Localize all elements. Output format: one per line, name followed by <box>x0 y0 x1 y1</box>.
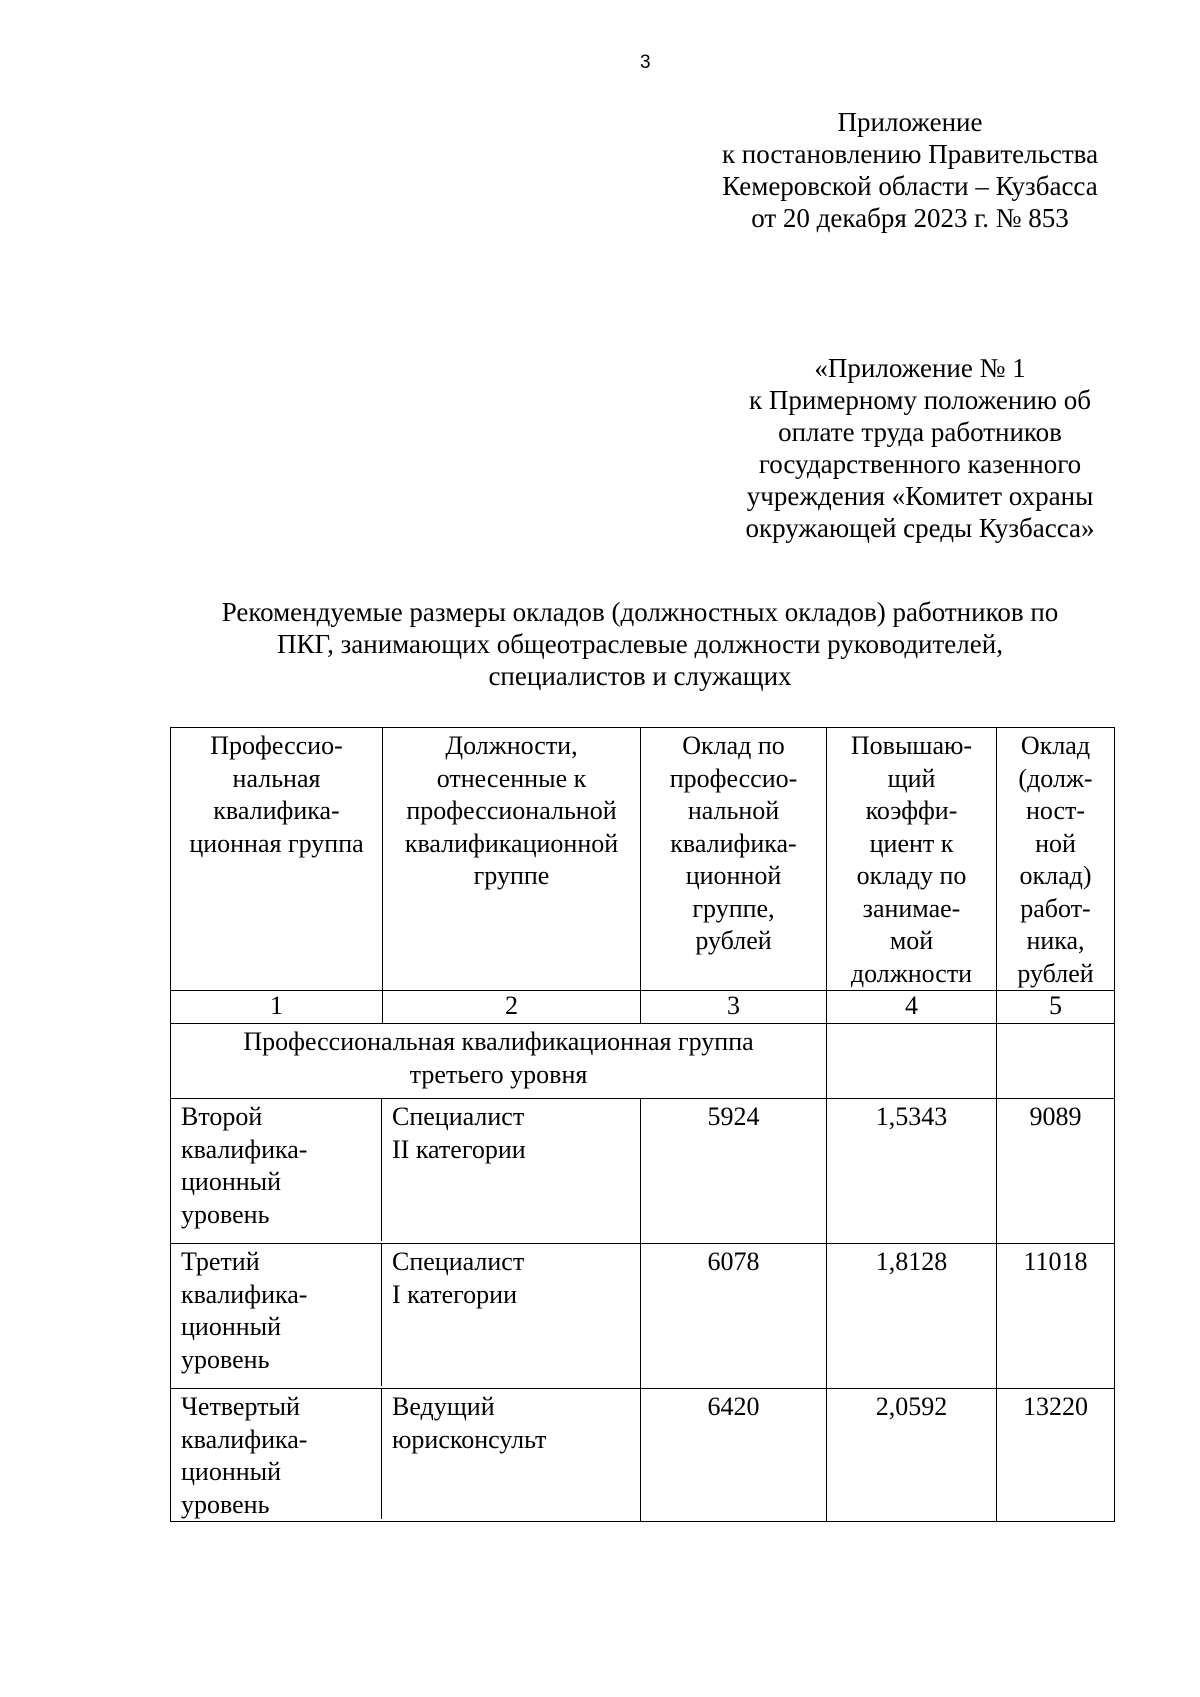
level-text: ционный <box>181 1457 282 1486</box>
annex-line: оплате труда работников <box>778 417 1062 447</box>
header-text: должности <box>850 958 973 988</box>
header-text: (долж- <box>1018 763 1093 793</box>
header-text: рублей <box>1017 958 1094 988</box>
header-text: группе <box>473 861 550 890</box>
base-salary-cell: 6420 <box>641 1389 827 1522</box>
column-number: 1 <box>171 991 383 1024</box>
header-cell <box>997 728 1115 991</box>
title-line: специалистов и служащих <box>488 661 792 691</box>
level-text: уровень <box>181 1199 270 1229</box>
level-text: ционный <box>181 1167 282 1196</box>
salary-cell: 11018 <box>997 1244 1115 1389</box>
header-text: нальной <box>687 796 780 825</box>
approval-line: Кемеровской области – Кузбасса <box>722 171 1098 201</box>
header-text: циент к <box>869 828 954 858</box>
header-cell <box>171 728 383 991</box>
approval-block <box>700 106 1120 234</box>
page-number: 3 <box>640 52 651 73</box>
approval-line: от 20 декабря 2023 г. № 853 <box>751 203 1069 233</box>
header-text: коэффи- <box>865 796 958 825</box>
coefficient-cell: 1,8128 <box>827 1244 997 1389</box>
annex-block <box>720 352 1120 544</box>
position-text: Специалист <box>392 1102 525 1131</box>
header-text: ника, <box>1026 926 1085 955</box>
level-cell <box>171 1244 381 1386</box>
title-line: Рекомендуемые размеры окладов (должностных окладов) работников по <box>221 597 1059 627</box>
group-title-line: Профессиональная квалификационная группа <box>243 1027 754 1056</box>
base-salary-cell: 6078 <box>641 1244 827 1389</box>
position-cell <box>381 1389 640 1519</box>
level-text: квалифика- <box>181 1134 308 1164</box>
level-text: Третий <box>181 1247 260 1276</box>
annex-line: государственного казенного <box>758 449 1082 479</box>
header-text: Оклад по <box>682 731 785 760</box>
empty-cell <box>827 1024 997 1099</box>
level-text: Четвертый <box>181 1392 300 1421</box>
level-position-cell <box>171 1244 641 1389</box>
column-number: 5 <box>997 991 1115 1024</box>
level-cell <box>171 1389 381 1519</box>
salary-table <box>170 727 1115 1522</box>
header-cell <box>641 728 827 991</box>
header-text: ной <box>1035 828 1076 858</box>
header-cell <box>383 728 641 991</box>
position-text: юрисконсульт <box>392 1424 547 1454</box>
position-cell <box>381 1244 640 1386</box>
level-text: ционный <box>181 1312 282 1341</box>
approval-line: к постановлению Правительства <box>721 139 1099 169</box>
position-cell <box>381 1099 640 1241</box>
level-cell <box>171 1099 381 1241</box>
header-text: оклад) <box>1019 861 1092 890</box>
level-position-cell <box>171 1389 641 1522</box>
position-text: I категории <box>392 1279 518 1309</box>
header-text: Должности, <box>445 731 578 760</box>
column-number: 2 <box>383 991 641 1024</box>
column-number-row <box>171 991 1115 1024</box>
header-text: профессио- <box>669 763 798 793</box>
coefficient-cell: 2,0592 <box>827 1389 997 1522</box>
base-salary-cell: 5924 <box>641 1099 827 1244</box>
title-line: ПКГ, занимающих общеотраслевые должности руководителей, <box>277 629 1003 659</box>
table-row <box>171 1389 1115 1522</box>
level-text: уровень <box>181 1344 270 1374</box>
level-text: уровень <box>181 1489 270 1519</box>
header-text: окладу по <box>856 861 967 890</box>
header-text: работ- <box>1020 893 1091 923</box>
header-text: группе, <box>692 893 775 923</box>
level-text: Второй <box>181 1102 263 1131</box>
column-number: 3 <box>641 991 827 1024</box>
document-title <box>150 596 1130 692</box>
annex-line: учреждения «Комитет охраны <box>746 481 1094 511</box>
header-text: рублей <box>695 926 772 955</box>
column-number: 4 <box>827 991 997 1024</box>
group-row <box>171 1024 1115 1099</box>
position-text: II категории <box>392 1134 526 1164</box>
header-text: ционной <box>685 861 782 890</box>
coefficient-cell: 1,5343 <box>827 1099 997 1244</box>
approval-line: Приложение <box>837 107 983 137</box>
header-text: щий <box>887 763 936 793</box>
table-row <box>171 1244 1115 1389</box>
header-text: нальная <box>232 763 321 793</box>
group-title-line: третьего уровня <box>409 1059 588 1089</box>
header-text: квалификационной <box>404 828 619 858</box>
header-row <box>171 728 1115 991</box>
header-text: профессиональной <box>406 796 617 825</box>
position-text: Ведущий <box>392 1392 495 1421</box>
header-text: квалифика- <box>213 796 340 825</box>
level-position-cell <box>171 1099 641 1244</box>
salary-cell: 9089 <box>997 1099 1115 1244</box>
group-title-cell <box>171 1024 827 1099</box>
header-cell <box>827 728 997 991</box>
header-text: квалифика- <box>670 828 797 858</box>
annex-line: окружающей среды Кузбасса» <box>745 513 1095 543</box>
header-text: ционная группа <box>189 828 364 858</box>
level-text: квалифика- <box>181 1279 308 1309</box>
annex-line: к Примерному положению об <box>749 385 1091 415</box>
header-text: занимае- <box>862 893 961 923</box>
table-row <box>171 1099 1115 1244</box>
header-text: ност- <box>1025 796 1086 825</box>
header-text: Профессио- <box>210 731 343 760</box>
level-text: квалифика- <box>181 1424 308 1454</box>
header-text: мой <box>889 926 934 955</box>
salary-cell: 13220 <box>997 1389 1115 1522</box>
empty-cell <box>997 1024 1115 1099</box>
header-text: Оклад <box>1020 731 1091 760</box>
position-text: Специалист <box>392 1247 525 1276</box>
annex-line: «Приложение № 1 <box>814 353 1026 383</box>
header-text: Повышаю- <box>850 731 973 760</box>
header-text: отнесенные к <box>436 763 587 793</box>
